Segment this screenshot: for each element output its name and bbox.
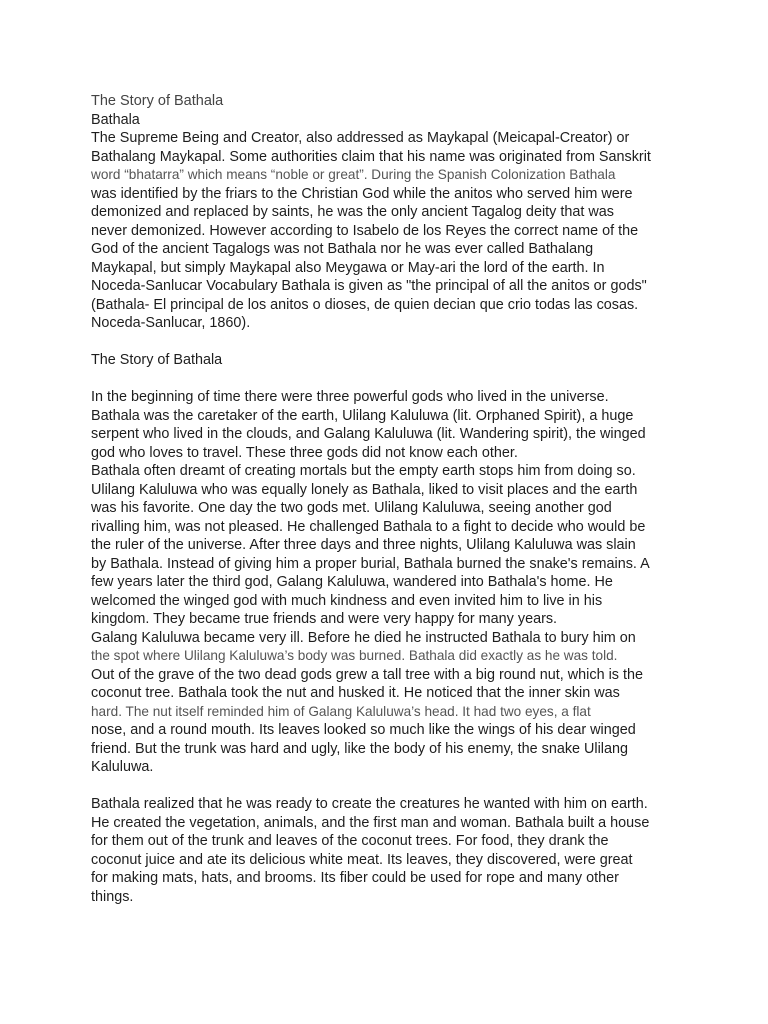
text-line: Bathala realized that he was ready to create the creatures he wanted with him on earth. <box>91 796 648 812</box>
paragraph-gap <box>91 777 731 796</box>
text-line: rivalling him, was not pleased. He challenged Bathala to a fight to decide who would be <box>91 518 646 535</box>
text-line: coconut juice and ate its delicious white meat. Its leaves, they discovered, were great <box>91 851 633 868</box>
text-line: the ruler of the universe. After three days and three nights, Ulilang Kaluluwa was slain <box>91 537 636 553</box>
text-line: In the beginning of time there were three powerful gods who lived in the universe. <box>91 389 609 405</box>
text-line: for making mats, hats, and brooms. Its fiber could be used for rope and many other <box>91 870 619 886</box>
text-line: by Bathala. Instead of giving him a proper burial, Bathala burned the snake's remains. A <box>91 555 650 572</box>
text-line: Bathala often dreamt of creating mortals but the empty earth stops him from doing so. <box>91 463 636 479</box>
text-line: things. <box>91 888 134 905</box>
text-line: Noceda-Sanlucar Vocabulary Bathala is given as "the principal of all the anitos or gods" <box>91 278 647 294</box>
text-line: was identified by the friars to the Christian God while the anitos who served him were <box>91 185 633 202</box>
text-line: Maykapal, but simply Maykapal also Meygawa or May-ari the lord of the earth. In <box>91 259 605 276</box>
text-line: few years later the third god, Galang Kaluluwa, wandered into Bathala's home. He <box>91 574 613 590</box>
intro-paragraph <box>91 129 731 333</box>
text-line: friend. But the trunk was hard and ugly, like the body of his enemy, the snake Ulilang <box>91 740 629 757</box>
text-line: Galang Kaluluwa became very ill. Before he died he instructed Bathala to bury him on <box>91 629 636 646</box>
text-line: Ulilang Kaluluwa who was equally lonely as Bathala, liked to visit places and the earth <box>91 481 638 498</box>
document-page <box>91 92 731 906</box>
document-subtitle: Bathala <box>91 111 140 128</box>
text-line: god who loves to travel. These three gods did not know each other. <box>91 444 518 461</box>
text-line: Noceda-Sanlucar, 1860). <box>91 315 251 331</box>
document-title: The Story of Bathala <box>91 93 224 109</box>
text-line: word “bhatarra” which means “noble or great”. During the Spanish Colonization Bathala <box>91 167 616 182</box>
closing-paragraph <box>91 795 731 906</box>
text-line: serpent who lived in the clouds, and Galang Kaluluwa (lit. Wandering spirit), the winged <box>91 426 646 442</box>
text-line: God of the ancient Tagalogs was not Bathala nor he was ever called Bathalang <box>91 241 594 257</box>
text-line: demonized and replaced by saints, he was the only ancient Tagalog deity that was <box>91 204 614 220</box>
text-line: Out of the grave of the two dead gods grew a tall tree with a big round nut, which is the <box>91 666 643 683</box>
paragraph-gap <box>91 370 731 389</box>
text-line: Bathala was the caretaker of the earth, Ulilang Kaluluwa (lit. Orphaned Spirit), a huge <box>91 407 634 424</box>
paragraph-gap <box>91 333 731 352</box>
text-line: the spot where Ulilang Kaluluwa’s body was burned. Bathala did exactly as he was told. <box>91 648 618 663</box>
text-line: The Supreme Being and Creator, also addressed as Maykapal (Meicapal-Creator) or <box>91 130 630 146</box>
text-line: nose, and a round mouth. Its leaves looked so much like the wings of his dear winged <box>91 722 636 738</box>
text-line: kingdom. They became true friends and were very happy for many years. <box>91 611 558 627</box>
text-line: coconut tree. Bathala took the nut and husked it. He noticed that the inner skin was <box>91 685 620 701</box>
text-line: welcomed the winged god with much kindness and even invited him to live in his <box>91 592 603 609</box>
text-line: was his favorite. One day the two gods met. Ulilang Kaluluwa, seeing another god <box>91 500 612 516</box>
text-line: for them out of the trunk and leaves of the coconut trees. For food, they drank the <box>91 833 609 849</box>
text-line: hard. The nut itself reminded him of Galang Kaluluwa’s head. It had two eyes, a flat <box>91 703 591 719</box>
text-line: Bathalang Maykapal. Some authorities claim that his name was originated from Sanskrit <box>91 148 651 165</box>
text-line: never demonized. However according to Isabelo de los Reyes the correct name of the <box>91 222 639 239</box>
story-heading: The Story of Bathala <box>91 352 223 368</box>
story-paragraph <box>91 388 731 777</box>
text-line: Kaluluwa. <box>91 759 154 775</box>
text-line: He created the vegetation, animals, and the first man and woman. Bathala built a house <box>91 814 650 831</box>
text-line: (Bathala- El principal de los anitos o dioses, de quien decian que crio todas las cosas. <box>91 296 639 313</box>
